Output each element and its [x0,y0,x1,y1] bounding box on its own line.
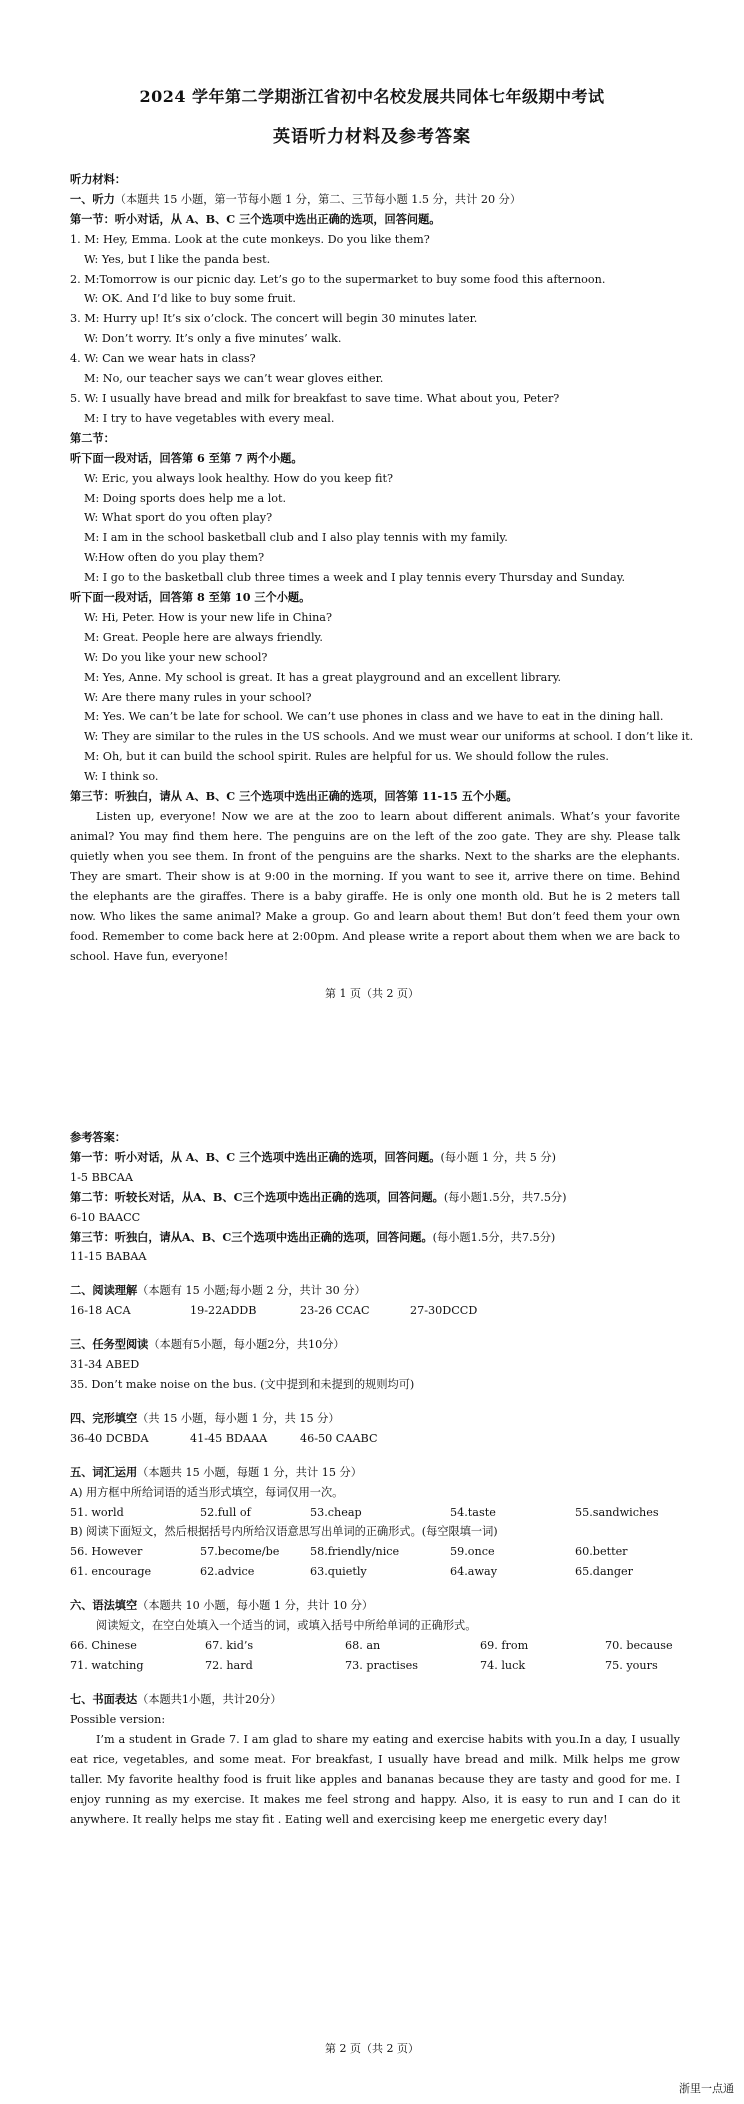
answer-section-1-score: (每小题 1 分，共 5 分) [440,1150,556,1164]
dialogue-line: W: They are similar to the rules in the US schools. And we must wear our uniforms at school. I don’t like it. [84,730,694,744]
answer-section-2 [70,1188,680,1208]
section-2-q8-10: 听下面一段对话，回答第 8 至第 10 三个小题。 [70,590,311,605]
answer-cell: 54.taste [450,1505,496,1519]
cloze-answers [70,1429,680,1449]
vocab-row-2 [70,1542,680,1562]
writing-sample-text: I’m a student in Grade 7. I am glad to share my eating and exercise habits with you.In a day, I usually eat rice, vegetables, and some meat. For breakfast, I usually have bread and milk. Milk helps me grow taller. My favorite healthy food is fruit like apples and bananas because they are tasty and good for me. I enjoy running as my exercise. It makes me feel strong and happy. Also, it is easy to run and I can do it anywhere. It really helps me stay fit . Eating well and exercising keep me energetic every day! [70,1732,680,1826]
answer-cell: 41-45 BDAAA [190,1431,268,1445]
page-1-footer: 第 1 页（共 2 页） [325,987,419,1000]
part-one-instruction: 一、听力（本题共 15 小题，第一节每小题 1 分，第二、三节每小题 1.5 分，共计 20 分） [70,191,522,206]
exam-subtitle: 英语听力材料及参考答案 [273,127,471,147]
dialogue-line: W: Eric, you always look healthy. How do you keep fit? [84,471,393,485]
reading-title-label: 二、阅读理解 [70,1283,138,1298]
answer-cell: 51. world [70,1505,124,1519]
answer-cell: 55.sandwiches [575,1505,659,1519]
dialogue-line: M: Great. People here are always friendly. [84,630,323,644]
answer-cell: 27-30DCCD [410,1304,478,1318]
grammar-instruction: 阅读短文，在空白处填入一个适当的词，或填入括号中所给单词的正确形式。 [96,1619,477,1633]
answer-cell: 75. yours [605,1658,658,1672]
writing-title [70,1690,680,1710]
dialogue-line: 3. M: Hurry up! It’s six o’clock. The concert will begin 30 minutes later. [70,312,478,326]
answer-section-1-label: 第一节：听小对话，从 A、B、C 三个选项中选出正确的选项，回答问题。 [70,1149,441,1164]
answer-cell: 74. luck [480,1658,526,1672]
grammar-score: （本题共 10 小题，每小题 1 分，共计 10 分） [137,1599,374,1613]
answer-cell: 19-22ADDB [190,1304,257,1318]
cloze-title-label: 四、完形填空 [70,1410,138,1425]
dialogue-line: M: Doing sports does help me a lot. [84,491,287,505]
part-one-score: （本题共 15 小题，第一节每小题 1 分，第二、三节每小题 1.5 分，共计 20 分） [114,192,522,206]
section-1-title: 第一节：听小对话，从 A、B、C 三个选项中选出正确的选项，回答问题。 [70,211,441,226]
answer-cell: 23-26 CCAC [300,1304,370,1318]
exam-title: 2024 学年第二学期浙江省初中名校发展共同体七年级期中考试 [139,87,605,106]
answer-key [70,1128,680,1830]
answer-cell: 53.cheap [310,1505,362,1519]
answer-cell: 58.friendly/nice [310,1545,400,1559]
answer-section-3 [70,1228,680,1248]
dialogue-line: M: Yes. We can’t be late for school. We can’t use phones in class and we have to eat in the dining hall. [84,710,664,724]
answer-section-3-key: 11-15 BABAA [70,1250,147,1264]
listening-material [70,170,694,967]
dialogue-line: W: I think so. [84,770,159,784]
vocab-part-b: B) 阅读下面短文，然后根据括号内所给汉语意思写出单词的正确形式。(每空限填一词) [70,1525,498,1539]
grammar-row-1 [70,1636,680,1656]
answer-section-2-score: (每小题1.5分，共7.5分) [443,1190,567,1204]
answer-cell: 67. kid’s [205,1638,254,1652]
dialogue-line: M: I try to have vegetables with every meal. [84,411,335,425]
page-1 [0,0,744,1040]
vocab-title [70,1463,680,1483]
reading-answers [70,1301,680,1321]
task-title-label: 三、任务型阅读 [70,1337,149,1352]
dialogue-line: W: What sport do you often play? [84,511,273,525]
answer-cell: 60.better [575,1545,628,1559]
dialogue-line: W: Yes, but I like the panda best. [84,252,271,266]
reading-title [70,1281,680,1301]
watermark: 浙里一点通 [679,2082,734,2095]
writing-score: （本题共1小题，共计20分） [137,1692,282,1706]
section-3-title: 第三节：听独白，请从 A、B、C 三个选项中选出正确的选项，回答第 11-15 五个小题。 [70,789,518,804]
dialogue-line: 1. M: Hey, Emma. Look at the cute monkeys. Do you like them? [70,232,430,246]
dialogue-line: 4. W: Can we wear hats in class? [70,352,256,366]
dialogue-line: M: Yes, Anne. My school is great. It has a great playground and an excellent library. [84,670,562,684]
dialogue-line: M: Oh, but it can build the school spirit. Rules are helpful for us. We should follow the rules. [84,750,609,764]
task-answers-2: 35. Don’t make noise on the bus. (文中提到和未提到的规则均可) [70,1377,415,1391]
answer-cell: 66. Chinese [70,1638,137,1652]
answer-cell: 70. because [605,1638,673,1652]
dialogue-line: W: Do you like your new school? [84,650,268,664]
answer-cell: 62.advice [200,1565,255,1579]
vocab-title-label: 五、词汇运用 [70,1464,138,1479]
answer-cell: 16-18 ACA [70,1304,131,1318]
cloze-score: （共 15 小题，每小题 1 分，共 15 分） [137,1411,340,1425]
grammar-title [70,1596,680,1616]
vocab-score: （本题共 15 小题，每题 1 分，共计 15 分） [137,1465,362,1479]
answer-cell: 72. hard [205,1658,253,1672]
answer-cell: 65.danger [575,1565,633,1579]
vocab-part-a: A) 用方框中所给词语的适当形式填空，每词仅用一次。 [70,1485,344,1499]
answer-section-2-key: 6-10 BAACC [70,1210,141,1224]
answer-cell: 73. practises [345,1658,418,1672]
grammar-title-label: 六、语法填空 [70,1598,138,1613]
answer-section-2-label: 第二节：听较长对话，从A、B、C三个选项中选出正确的选项，回答问题。 [70,1189,444,1204]
answer-cell: 69. from [480,1638,529,1652]
monologue-text: Listen up, everyone! Now we are at the zoo to learn about different animals. What’s your favorite animal? You may find them here. The penguins are on the left of the zoo gate. They are shy. Please talk quietly when you see them. In front of the penguins are the sharks. Next to the sharks are the elephants. They are smart. Their show is at 9:00 in the morning. If you want to see it, arrive there on time. Behind the elephants are the giraffes. There is a baby giraffe. He is only one month old. But he is 2 meters tall now. Who likes the same animal? Make a group. Go and learn about them! But don’t feed them your own food. Remember to come back here at 2:00pm. And please write a report about them when we are back to school. Have fun, everyone! [70,810,680,963]
answer-cell: 57.become/be [200,1545,280,1559]
task-score: （本题有5小题，每小题2分，共10分） [148,1338,345,1352]
answer-section-1 [70,1148,680,1168]
dialogue-line: M: I am in the school basketball club and I also play tennis with my family. [84,531,508,545]
vocab-row-1 [70,1503,680,1523]
dialogue-line: W:How often do you play them? [84,551,265,565]
answer-section-3-score: (每小题1.5分，共7.5分) [432,1230,556,1244]
cloze-title [70,1409,680,1429]
grammar-row-2 [70,1656,680,1676]
answer-cell: 64.away [450,1565,498,1579]
section-2-q6-7: 听下面一段对话，回答第 6 至第 7 两个小题。 [70,450,303,465]
dialogue-line: 2. M:Tomorrow is our picnic day. Let’s go to the supermarket to buy some food this afternoon. [70,272,606,286]
dialogue-line: W: Don’t worry. It’s only a five minutes’ walk. [84,332,342,346]
listening-heading: 听力材料： [70,172,126,186]
writing-title-label: 七、书面表达 [70,1691,138,1706]
answer-section-1-key: 1-5 BBCAA [70,1170,133,1184]
page-2-footer: 第 2 页（共 2 页） [325,2042,419,2055]
answer-cell: 56. However [70,1545,143,1559]
reading-score: （本题有 15 小题;每小题 2 分，共计 30 分） [137,1284,366,1298]
writing-possible-version: Possible version: [70,1712,166,1726]
answer-cell: 68. an [345,1638,381,1652]
dialogue-line: W: Are there many rules in your school? [84,690,312,704]
answer-cell: 52.full of [200,1505,251,1519]
answer-cell: 46-50 CAABC [300,1431,378,1445]
section-2-title: 第二节： [70,430,115,445]
answer-cell: 36-40 DCBDA [70,1431,149,1445]
dialogue-line: W: OK. And I’d like to buy some fruit. [84,292,296,306]
answer-cell: 63.quietly [310,1565,367,1579]
dialogue-line: 5. W: I usually have bread and milk for breakfast to save time. What about you, Peter? [70,391,560,405]
answer-cell: 61. encourage [70,1565,152,1579]
dialogue-line: M: I go to the basketball club three times a week and I play tennis every Thursday and Sunday. [84,571,626,585]
dialogue-line: M: No, our teacher says we can’t wear gloves either. [84,372,384,386]
answer-cell: 59.once [450,1545,495,1559]
task-title [70,1335,680,1355]
answer-heading: 参考答案： [70,1130,126,1144]
task-answers-1: 31-34 ABED [70,1358,140,1372]
answer-cell: 71. watching [70,1658,144,1672]
vocab-row-3 [70,1562,680,1582]
answer-section-3-label: 第三节：听独白，请从A、B、C三个选项中选出正确的选项，回答问题。 [70,1229,433,1244]
dialogue-line: W: Hi, Peter. How is your new life in China? [84,610,332,624]
